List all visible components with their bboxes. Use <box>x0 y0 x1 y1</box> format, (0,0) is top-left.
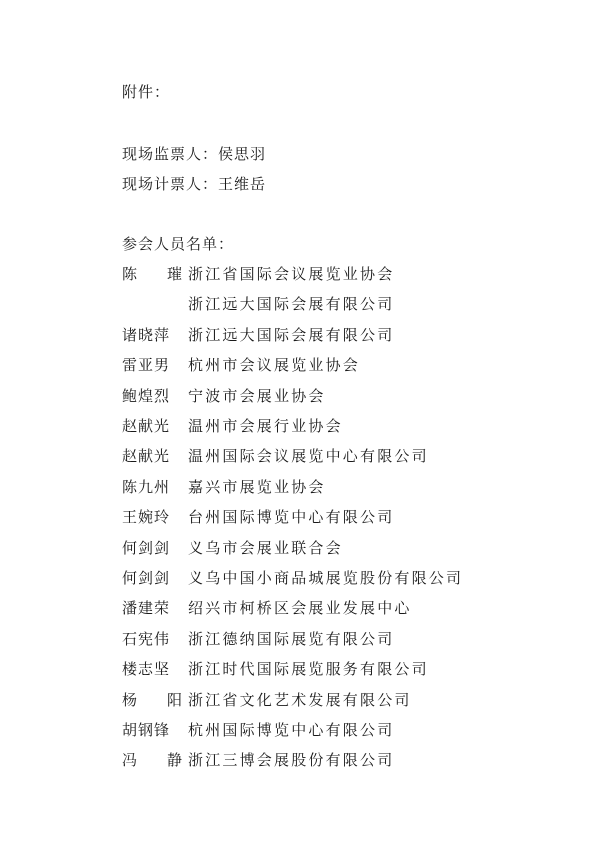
attendee-organization: 台州国际博览中心有限公司 <box>188 508 395 526</box>
attendee-name: 何剑剑 <box>122 539 171 557</box>
attendee-name: 石宪伟 <box>122 630 171 648</box>
attendee-organization: 浙江三博会展股份有限公司 <box>188 751 395 769</box>
attendee-organization: 浙江远大国际会展有限公司 <box>188 295 395 313</box>
attendee-organization: 浙江省文化艺术发展有限公司 <box>188 691 412 709</box>
vote-supervisor-line: 现场监票人：侯思羽 <box>122 145 267 163</box>
attendee-organization: 浙江省国际会议展览业协会 <box>188 265 395 283</box>
attendee-name: 楼志坚 <box>122 660 171 678</box>
attendee-name: 陈九州 <box>122 478 171 496</box>
attendee-name: 陈 璀 <box>122 265 182 283</box>
attendee-organization: 义乌市会展业联合会 <box>188 539 343 557</box>
attendee-organization: 嘉兴市展览业协会 <box>188 478 326 496</box>
attachment-label: 附件： <box>122 83 171 101</box>
attendee-organization: 杭州市会议展览业协会 <box>188 356 361 374</box>
attendee-name: 潘建荣 <box>122 599 171 617</box>
attendee-name: 鲍煌烈 <box>122 387 171 405</box>
attendee-name: 冯 静 <box>122 751 182 769</box>
attendee-organization: 温州国际会议展览中心有限公司 <box>188 447 429 465</box>
attendee-name: 胡钢锋 <box>122 721 171 739</box>
attendee-name: 杨 阳 <box>122 691 182 709</box>
attendee-name: 王婉玲 <box>122 508 171 526</box>
attendee-organization: 杭州国际博览中心有限公司 <box>188 721 395 739</box>
attendee-organization: 浙江时代国际展览服务有限公司 <box>188 660 429 678</box>
attendee-name: 诸晓萍 <box>122 326 171 344</box>
attendee-organization: 温州市会展行业协会 <box>188 417 343 435</box>
attendee-organization: 绍兴市柯桥区会展业发展中心 <box>188 599 412 617</box>
attendee-organization: 义乌中国小商品城展览股份有限公司 <box>188 569 464 587</box>
attendee-organization: 浙江德纳国际展览有限公司 <box>188 630 395 648</box>
attendee-organization: 宁波市会展业协会 <box>188 387 326 405</box>
attendee-name: 赵献光 <box>122 447 171 465</box>
attendee-organization: 浙江远大国际会展有限公司 <box>188 326 395 344</box>
vote-counter-line: 现场计票人：王维岳 <box>122 175 267 193</box>
attendee-list-title: 参会人员名单： <box>122 235 235 253</box>
attendee-name: 赵献光 <box>122 417 171 435</box>
attendee-name: 何剑剑 <box>122 569 171 587</box>
attendee-name: 雷亚男 <box>122 356 171 374</box>
